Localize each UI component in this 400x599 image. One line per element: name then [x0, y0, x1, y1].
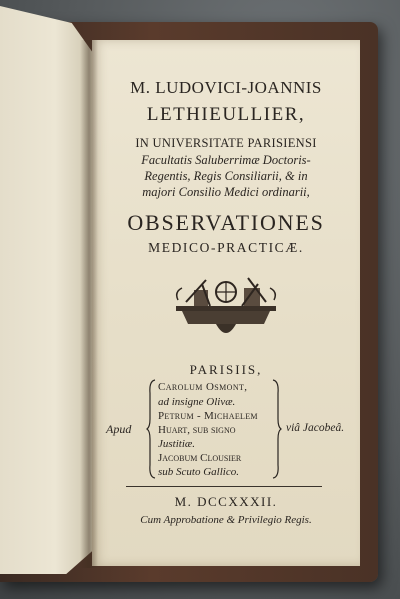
- right-brace-icon: [272, 379, 282, 479]
- faculty-line-3: Regentis, Regis Consiliarii, & in: [144, 169, 308, 183]
- author-name: M. LUDOVICI-JOANNIS: [130, 78, 322, 97]
- book-title: OBSERVATIONES: [127, 210, 325, 235]
- printers-ornament-icon: [166, 272, 286, 342]
- faculty-line-2: Facultatis Saluberrimæ Doctoris-: [141, 153, 311, 167]
- faculty-line-1: IN UNIVERSITATE PARISIENSI: [135, 136, 317, 150]
- blank-left-page: [0, 6, 92, 574]
- divider-rule: [126, 486, 322, 487]
- title-page: [92, 40, 360, 566]
- imprint-block: [100, 379, 356, 481]
- book-gutter: [80, 40, 98, 568]
- publisher-line: ad insigne Olivæ.: [158, 396, 236, 408]
- faculty-line-4: majori Consilio Medici ordinarii,: [142, 185, 310, 199]
- imprint-place: PARISIIS,: [189, 362, 263, 377]
- publisher-line: Justitiæ.: [158, 438, 195, 450]
- via-jacobea: viâ Jacobeâ.: [286, 422, 345, 434]
- apud-label: Apud: [106, 422, 132, 436]
- book-subtitle: MEDICO-PRACTICÆ.: [148, 240, 304, 255]
- publisher-line: sub Scuto Gallico.: [158, 466, 239, 478]
- left-brace-icon: [146, 379, 156, 479]
- publisher-line: Jacobum Clousier: [158, 452, 242, 464]
- publication-year: M. DCCXXXII.: [174, 494, 278, 509]
- royal-privilege: Cum Approbatione & Privilegio Regis.: [140, 514, 312, 526]
- author-surname: LETHIEULLIER,: [146, 104, 306, 125]
- publisher-line: Carolum Osmont,: [158, 381, 248, 393]
- publisher-line: Petrum - Michaelem: [158, 410, 258, 422]
- publisher-line: Huart, sub signo: [158, 424, 236, 436]
